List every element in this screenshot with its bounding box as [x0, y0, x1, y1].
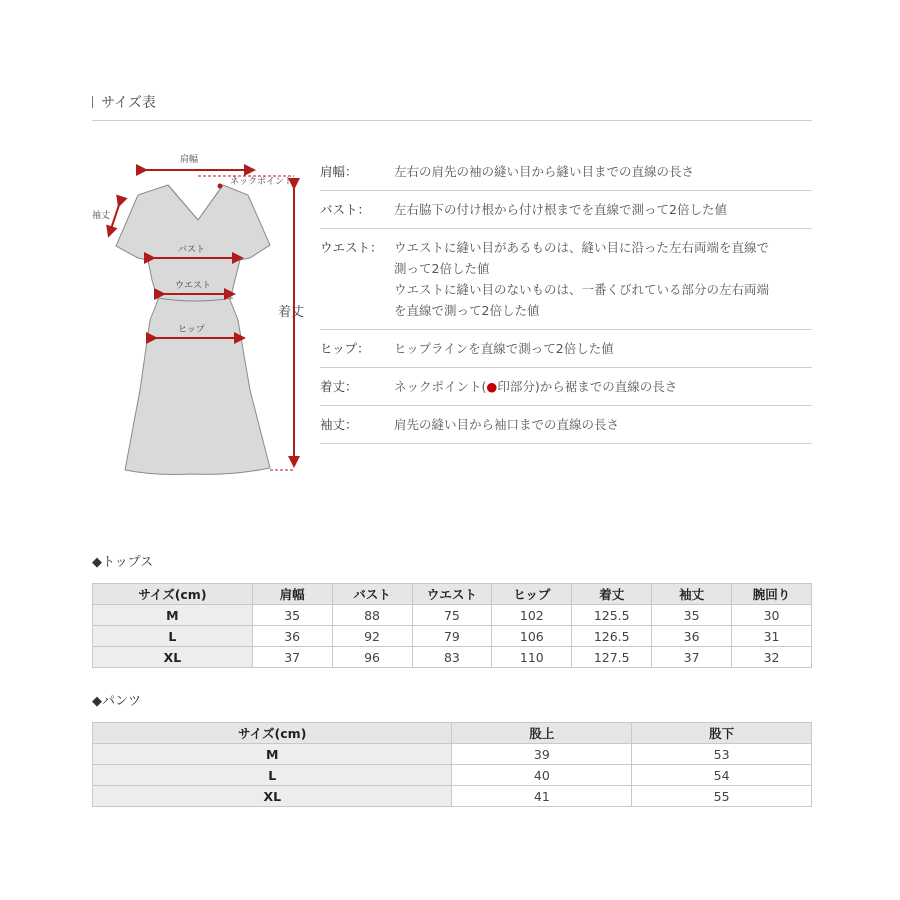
def-row-shoulder [320, 155, 812, 191]
def-text [394, 199, 812, 220]
table-cell: 39 [452, 744, 632, 765]
bust-label: バスト [178, 245, 206, 255]
table-cell: 88 [332, 605, 412, 626]
title-bar [92, 96, 93, 108]
table-cell: 36 [252, 626, 332, 647]
sleeve-arrow [110, 202, 120, 232]
table-cell: 37 [252, 647, 332, 668]
measurement-definitions [320, 155, 812, 444]
table-cell: 41 [452, 786, 632, 807]
col-header: ウエスト [412, 584, 492, 605]
table-row [93, 605, 812, 626]
def-text [394, 161, 812, 182]
table-cell: 36 [652, 626, 732, 647]
def-line: ヒップラインを直線で測って2倍した値 [394, 341, 614, 356]
shoulder-label: 肩幅 [180, 155, 199, 165]
table-cell: 31 [732, 626, 812, 647]
def-line: を直線で測って2倍した値 [394, 303, 540, 318]
table-cell: 30 [732, 605, 812, 626]
section-divider [92, 120, 812, 121]
def-text [394, 338, 812, 359]
table-cell: 32 [732, 647, 812, 668]
garment-diagram [80, 140, 320, 490]
table-cell: 106 [492, 626, 572, 647]
table-cell: 125.5 [572, 605, 652, 626]
size-cell: XL [93, 647, 253, 668]
table-cell: 53 [632, 744, 812, 765]
def-row-length [320, 368, 812, 406]
def-term: ウエスト： [320, 240, 383, 255]
col-header: 股上 [452, 723, 632, 744]
col-header: 着丈 [572, 584, 652, 605]
def-line: 測って2倍した値 [394, 261, 490, 276]
def-line: 左右脇下の付け根から付け根までを直線で測って2倍した値 [394, 202, 727, 217]
table-cell: 110 [492, 647, 572, 668]
table-cell: 92 [332, 626, 412, 647]
table-cell: 35 [252, 605, 332, 626]
waist-label: ウエスト [175, 281, 212, 291]
def-row-sleeve [320, 406, 812, 444]
def-line: 左右の肩先の袖の縫い目から縫い目までの直線の長さ [394, 164, 695, 179]
table-cell: 75 [412, 605, 492, 626]
length-label: 着丈 [278, 305, 305, 320]
def-line-pre: ネックポイント( [394, 379, 487, 394]
def-row-bust [320, 191, 812, 229]
size-cell: M [93, 744, 452, 765]
hip-label: ヒップ [178, 325, 205, 335]
table-cell: 37 [652, 647, 732, 668]
col-header: バスト [332, 584, 412, 605]
table-cell: 126.5 [572, 626, 652, 647]
def-text [394, 414, 812, 435]
col-header: サイズ(cm) [93, 584, 253, 605]
tops-heading: ◆トップス [92, 555, 154, 570]
table-row [93, 647, 812, 668]
table-cell: 54 [632, 765, 812, 786]
table-cell: 102 [492, 605, 572, 626]
sleeve-label: 袖丈 [92, 211, 111, 221]
table-row [93, 765, 812, 786]
table-cell: 40 [452, 765, 632, 786]
pants-heading: ◆パンツ [92, 694, 141, 709]
col-header: 股下 [632, 723, 812, 744]
table-cell: 79 [412, 626, 492, 647]
table-cell: 55 [632, 786, 812, 807]
table-header-row [93, 723, 812, 744]
size-cell: XL [93, 786, 452, 807]
table-cell: 96 [332, 647, 412, 668]
col-header: 腕回り [732, 584, 812, 605]
def-row-waist [320, 229, 812, 330]
dress-illustration [80, 140, 320, 490]
table-cell: 35 [652, 605, 732, 626]
def-term: 袖丈： [320, 417, 358, 432]
table-cell: 83 [412, 647, 492, 668]
def-term: バスト： [320, 202, 371, 217]
size-cell: M [93, 605, 253, 626]
def-term: ヒップ： [320, 341, 370, 356]
neck-point-dot [218, 184, 223, 189]
def-line: 肩先の縫い目から袖口までの直線の長さ [394, 417, 620, 432]
def-line: ウエストに縫い目のないものは、一番くびれている部分の左右両端 [394, 282, 770, 297]
def-row-hip [320, 330, 812, 368]
neck-point-label: ネックポイント [230, 177, 294, 187]
col-header: 肩幅 [252, 584, 332, 605]
def-line-post: 印部分)から裾までの直線の長さ [497, 379, 678, 394]
def-text [394, 237, 812, 321]
pants-size-table [92, 722, 812, 807]
table-row [93, 744, 812, 765]
col-header: 袖丈 [652, 584, 732, 605]
col-header: サイズ(cm) [93, 723, 452, 744]
section-title [92, 92, 156, 112]
size-cell: L [93, 765, 452, 786]
col-header: ヒップ [492, 584, 572, 605]
def-term: 着丈： [320, 379, 358, 394]
def-line: ウエストに縫い目があるものは、縫い目に沿った左右両端を直線で [394, 240, 770, 255]
def-term: 肩幅： [320, 164, 358, 179]
table-row [93, 786, 812, 807]
table-row [93, 626, 812, 647]
size-cell: L [93, 626, 253, 647]
def-text [394, 376, 812, 397]
section-title-text: サイズ表 [101, 95, 156, 111]
table-cell: 127.5 [572, 647, 652, 668]
tops-size-table [92, 583, 812, 668]
table-header-row [93, 584, 812, 605]
neck-point-marker-icon: ● [486, 379, 498, 394]
